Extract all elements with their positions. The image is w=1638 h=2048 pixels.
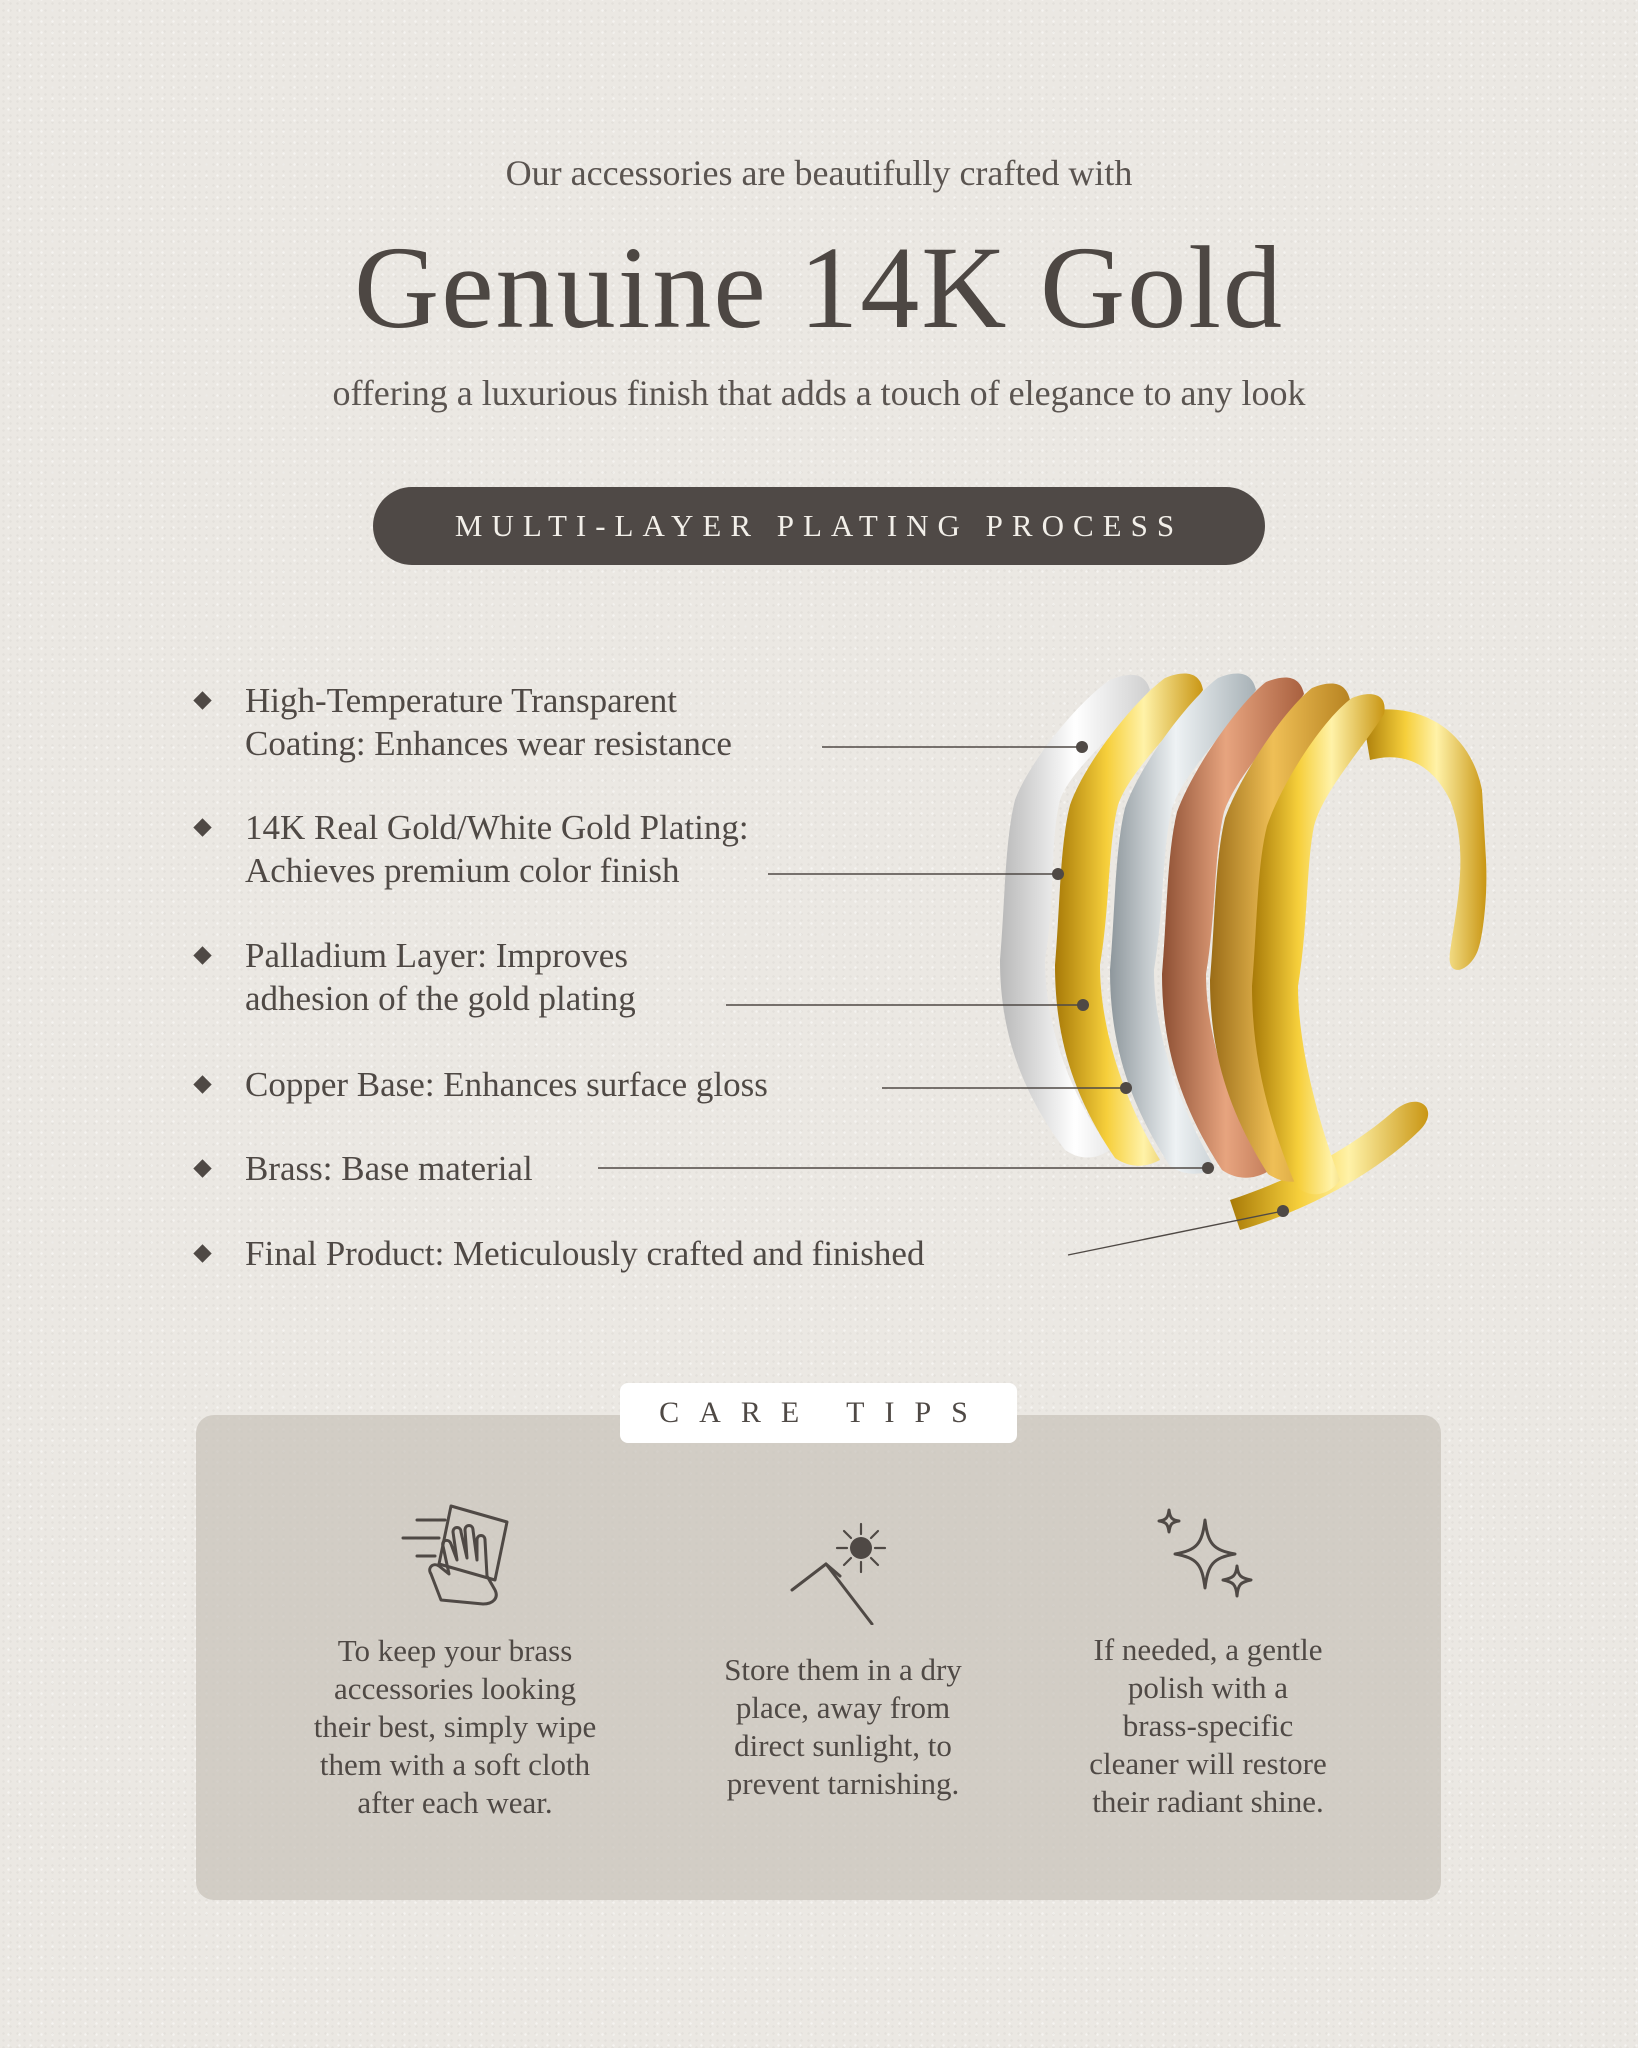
tip-line: prevent tarnishing. [726,1766,960,1801]
tip-line: polish with a [1127,1670,1289,1705]
tip-line: cleaner will restore [1089,1746,1327,1781]
sparkle-icon [1155,1508,1265,1603]
layer-line: Brass: Base material [245,1149,533,1188]
ring-back-arc [1362,709,1486,970]
care-tip-wipe [285,1632,625,1822]
care-tips-title-badge [620,1383,1017,1443]
tip-line: To keep your brass [337,1633,573,1668]
layer-line: 14K Real Gold/White Gold Plating: [245,808,749,847]
layer-line: Palladium Layer: Improves [245,936,628,975]
tip-line: their radiant shine. [1092,1784,1324,1819]
hand-wipe-icon [395,1500,515,1610]
care-tips-title: CARE TIPS [659,1396,988,1429]
layer-line: Copper Base: Enhances surface gloss [245,1065,768,1104]
layer-line: Coating: Enhances wear resistance [245,724,732,763]
tip-line: after each wear. [357,1785,553,1820]
tip-line: their best, simply wipe [313,1709,597,1744]
sun-mountain-icon [790,1520,900,1625]
layer-line: High-Temperature Transparent [245,681,678,720]
tip-line: them with a soft cloth [319,1747,591,1782]
layer-line: Final Product: Meticulously crafted and finished [245,1234,925,1273]
layer-line: Achieves premium color finish [245,851,680,890]
tagline-text: offering a luxurious finish that adds a touch of elegance to any look [332,373,1306,413]
tip-line: direct sunlight, to [734,1728,952,1763]
intro-text: Our accessories are beautifully crafted with [505,153,1133,193]
process-title: MULTI-LAYER PLATING PROCESS [454,508,1184,543]
care-tip-storage [673,1651,1013,1803]
layer-line: adhesion of the gold plating [245,979,636,1018]
page-title: Genuine 14K Gold [354,222,1284,353]
tip-line: accessories looking [334,1671,576,1706]
tip-line: Store them in a dry [724,1652,962,1687]
tip-line: place, away from [735,1690,951,1725]
care-tip-polish [1038,1631,1378,1821]
tip-line: brass-specific [1122,1708,1294,1743]
tip-line: If needed, a gentle [1093,1632,1323,1667]
